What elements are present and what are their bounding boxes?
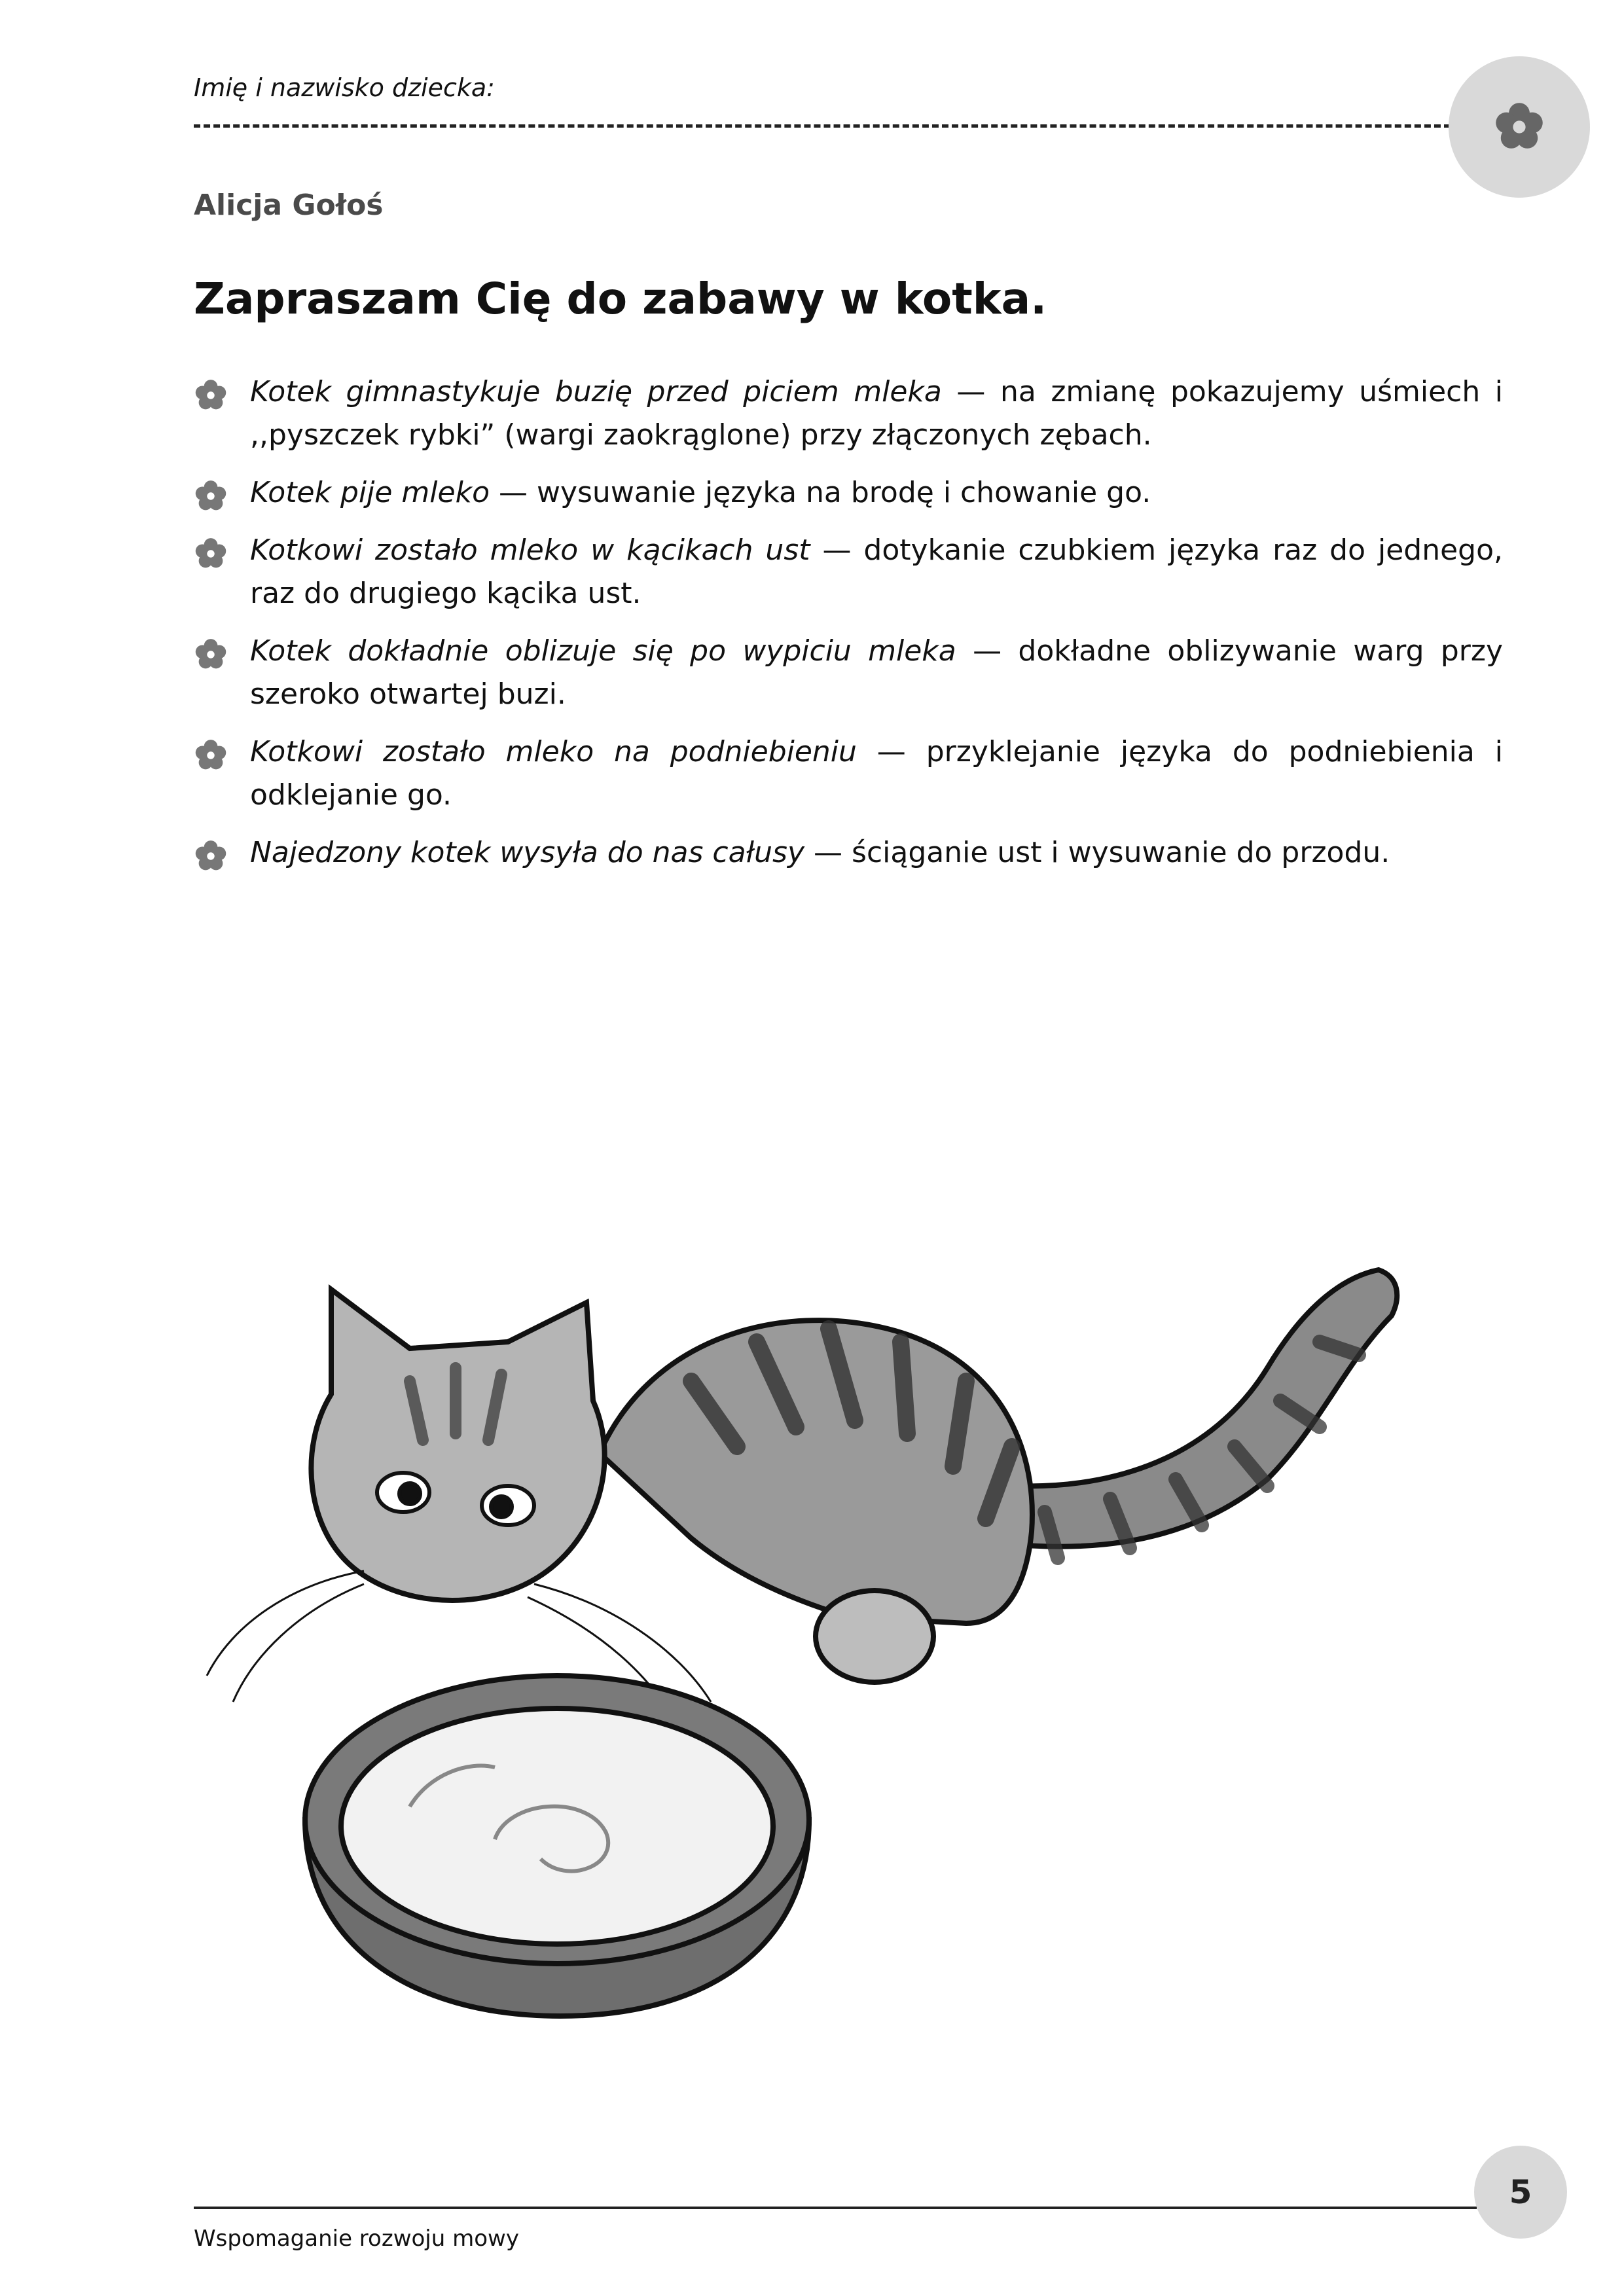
- page-title: Zapraszam Cię do zabawy w kotka.: [194, 274, 1047, 324]
- exercise-separator: —: [810, 533, 864, 567]
- exercise-separator: —: [856, 735, 926, 768]
- exercise-separator: —: [941, 375, 1000, 408]
- exercise-item: [194, 630, 1503, 716]
- exercise-list: [194, 370, 1503, 889]
- child-name-label: Imię i nazwisko dziecka:: [194, 73, 495, 102]
- exercise-description: ściąganie ust i wysuwanie do przodu.: [852, 836, 1390, 869]
- milk-bowl: [305, 1676, 809, 2016]
- exercise-description: dotykanie czubkiem języka raz do jednego, raz do drugiego kącika ust.: [250, 533, 1503, 610]
- exercise-separator: —: [490, 476, 537, 509]
- header-badge: [1449, 56, 1590, 198]
- flower-bullet-icon: [194, 537, 228, 571]
- exercise-name: Kotek gimnastykuje buzię przed piciem mleka: [250, 375, 942, 408]
- footer-book-title: Wspomaganie rozwoju mowy: [194, 2226, 519, 2252]
- footer-divider: [194, 2207, 1477, 2209]
- exercise-name: Kotkowi zostało mleko na podniebieniu: [250, 735, 857, 768]
- exercise-name: Kotek dokładnie oblizuje się po wypiciu mleka: [250, 634, 956, 668]
- page-number: 5: [1474, 2146, 1567, 2239]
- author-name: Alicja Gołoś: [194, 189, 384, 222]
- flower-bullet-icon: [194, 638, 228, 672]
- flower-icon: [1493, 101, 1545, 153]
- exercise-separator: —: [804, 836, 852, 869]
- exercise-item: [194, 831, 1503, 874]
- cat-head: [311, 1289, 604, 1600]
- exercise-name: Najedzony kotek wysyła do nas całusy: [250, 836, 805, 869]
- exercise-name: Kotek pije mleko: [250, 476, 490, 509]
- exercise-description: przyklejanie języka do podniebienia i odklejanie go.: [250, 735, 1503, 812]
- exercise-item: [194, 370, 1503, 457]
- flower-bullet-icon: [194, 839, 228, 873]
- flower-bullet-icon: [194, 479, 228, 513]
- exercise-name: Kotkowi zostało mleko w kącikach ust: [250, 533, 810, 567]
- child-name-field[interactable]: [194, 124, 1451, 128]
- exercise-description: na zmianę pokazujemy uśmiech i ,,pyszczek rybki” (wargi zaokrąglone) przy złączonych zębach.: [250, 375, 1503, 452]
- exercise-item: [194, 730, 1503, 817]
- exercise-item: [194, 529, 1503, 615]
- flower-bullet-icon: [194, 738, 228, 772]
- exercise-description: dokładne oblizywanie warg przy szeroko otwartej buzi.: [250, 634, 1503, 711]
- exercise-separator: —: [956, 634, 1019, 668]
- flower-bullet-icon: [194, 378, 228, 412]
- exercise-description: wysuwanie języka na brodę i chowanie go.: [536, 476, 1151, 509]
- cat-drinking-milk-illustration: [194, 1231, 1503, 2055]
- exercise-item: [194, 471, 1503, 514]
